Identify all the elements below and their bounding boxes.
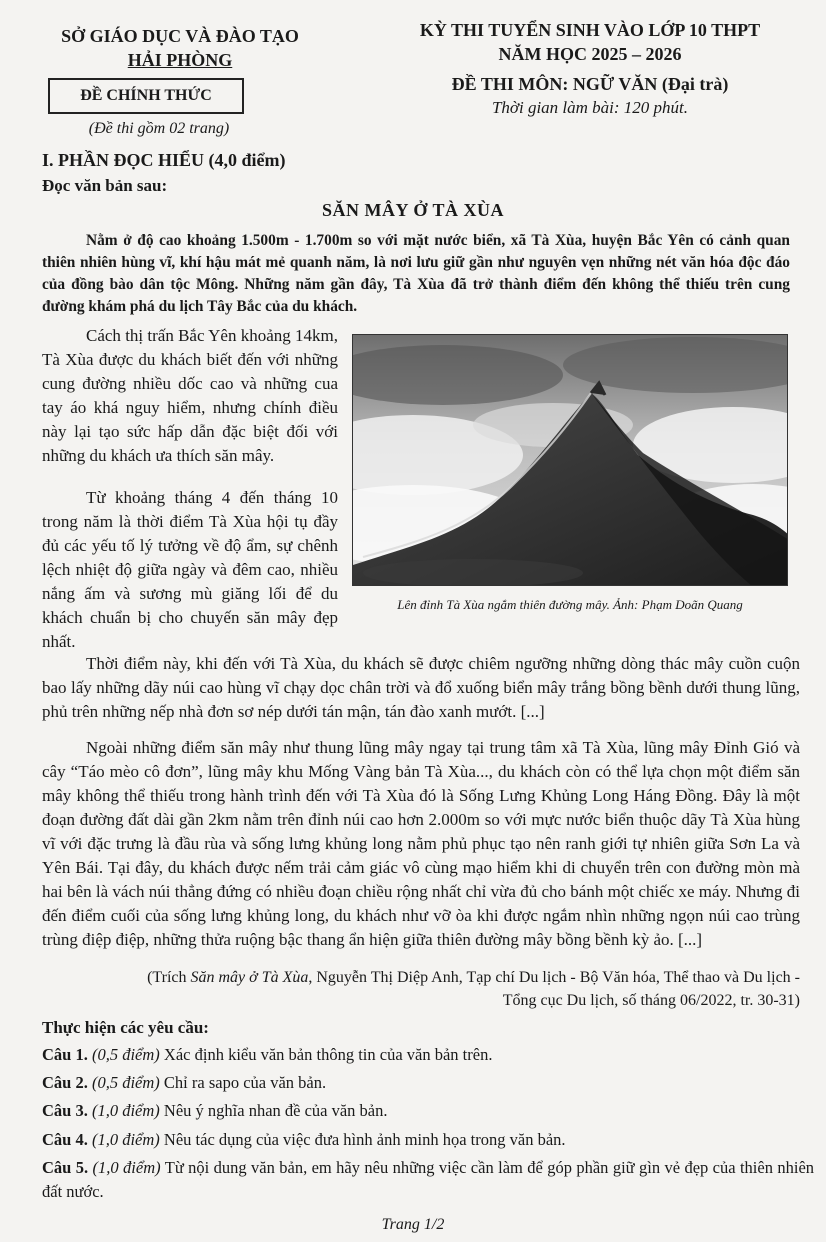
- question-5: Câu 5. (1,0 điểm) Từ nội dung văn bản, em hãy nêu những việc cần làm để góp phần giữ gìn vẻ đẹp của thiên nhiên đất nước.: [42, 1158, 815, 1201]
- exam-duration: Thời gian làm bài: 120 phút.: [491, 98, 689, 117]
- article-paragraph-4: Ngoài những điểm săn mây như thung lũng mây ngay tại trung tâm xã Tà Xùa, lũng mây Đỉnh Gió và cây “Táo mèo cô đơn”, lũng mây khu Mống Vàng bản Tà Xùa..., du khách còn có thể lựa chọn một điểm săn mây không thể thiếu trong hành trình đến với Tà Xùa đó là Sống Lưng Khủng Long Háng Đồng. Đây là một đoạn đường đất dài gần 2km nằm trên đỉnh núi cao hơn 2.000m so với mực nước biển thuộc dãy Tà Xùa hùng vĩ với đặc trưng là đầu rùa và sống lưng khủng long nằm phủ phục tạo nên ranh giới tự nhiên giữa Sơn La và Yên Bái. Tại đây, du khách được nếm trải cảm giác vô cùng mạo hiểm khi di chuyển trên con đường mòn mà hai bên là vách núi thẳng đứng có nhiều đoạn chiều rộng nhất chỉ vừa đủ cho bánh một chiếc xe máy. Nhưng đi đến điểm cuối của sống lưng khủng long, du khách như vỡ òa khi được ngắm nhìn những ngọn núi cao trùng trùng điệp điệp, những thửa ruộng bậc thang ẩn hiện giữa thiên đường mây bồng bềnh kỳ ảo. [...]: [42, 738, 800, 949]
- school-year: NĂM HỌC 2025 – 2026: [498, 44, 682, 64]
- read-instruction: Đọc văn bản sau:: [42, 176, 168, 195]
- exam-subject: ĐỀ THI MÔN: NGỮ VĂN (Đại trà): [451, 74, 729, 94]
- section-heading: I. PHẦN ĐỌC HIỂU (4,0 điểm): [42, 150, 286, 170]
- official-badge: ĐỀ CHÍNH THỨC: [48, 78, 244, 114]
- department-name: SỞ GIÁO DỤC VÀ ĐÀO TẠO: [61, 26, 299, 46]
- requirements-heading: Thực hiện các yêu cầu:: [42, 1018, 209, 1037]
- photo-caption: Lên đỉnh Tà Xùa ngắm thiên đường mây. Ảnh: Phạm Doãn Quang: [397, 597, 743, 612]
- department-city: HẢI PHÒNG: [127, 50, 233, 70]
- article-paragraph-3: Thời điểm này, khi đến với Tà Xùa, du khách sẽ được chiêm ngưỡng những dòng thác mây cuồn cuộn bao lấy những dãy núi cao hùng vĩ chạy dọc chân trời và đổ xuống biển mây trắng bồng bềnh dưới thung lũng, phủ trên những nếp nhà đơn sơ nép dưới tán mận, tán đào xanh mướt. [...]: [42, 654, 800, 721]
- article-sapo: Nằm ở độ cao khoảng 1.500m - 1.700m so với mặt nước biển, xã Tà Xùa, huyện Bắc Yên có cảnh quan thiên nhiên hùng vĩ, khí hậu mát mẻ quanh năm, là nơi lưu giữ gần như nguyên vẹn những nét văn hóa độc đáo của đồng bào dân tộc Mông. Những năm gần đây, Tà Xùa đã trở thành điểm đến không thể thiếu trên cung đường khám phá du lịch Tây Bắc của du khách.: [42, 232, 790, 315]
- mountain-photo: [352, 334, 788, 586]
- article-paragraph-1: Cách thị trấn Bắc Yên khoảng 14km, Tà Xùa được du khách biết đến với những cung đường nhiều dốc cao và những cua tay áo khá nguy hiểm, nhưng chính điều này lại tạo sức hấp dẫn đặc biệt đối với những du khách ưa thích săn mây.: [42, 326, 338, 465]
- exam-title: KỲ THI TUYỂN SINH VÀO LỚP 10 THPT: [419, 20, 761, 40]
- question-1: Câu 1. (0,5 điểm) Xác định kiểu văn bản thông tin của văn bản trên.: [42, 1045, 493, 1064]
- page-number: Trang 1/2: [381, 1216, 445, 1233]
- pages-note: (Đề thi gồm 02 trang): [88, 120, 230, 137]
- article-title: SĂN MÂY Ở TÀ XÙA: [321, 200, 504, 220]
- question-4: Câu 4. (1,0 điểm) Nêu tác dụng của việc đưa hình ảnh minh họa trong văn bản.: [42, 1130, 566, 1149]
- question-2: Câu 2. (0,5 điểm) Chỉ ra sapo của văn bản.: [42, 1073, 327, 1092]
- article-paragraph-2: Từ khoảng tháng 4 đến tháng 10 trong năm là thời điểm Tà Xùa hội tụ đầy đủ các yếu tố lý tưởng về độ ẩm, sự chênh lệch nhiệt độ giữa ngày và đêm cao, nhiều nắng ấm và sương mù giăng lối để du khách chuẩn bị cho chuyến săn mây đẹp nhất.: [42, 488, 338, 651]
- article-citation: (Trích Săn mây ở Tà Xùa, Nguyễn Thị Diệp Anh, Tạp chí Du lịch - Bộ Văn hóa, Thể thao và Du lịch - Tổng cục Du lịch, số tháng 06/2022, tr. 30-31): [147, 969, 800, 1009]
- question-3: Câu 3. (1,0 điểm) Nêu ý nghĩa nhan đề của văn bản.: [42, 1101, 388, 1120]
